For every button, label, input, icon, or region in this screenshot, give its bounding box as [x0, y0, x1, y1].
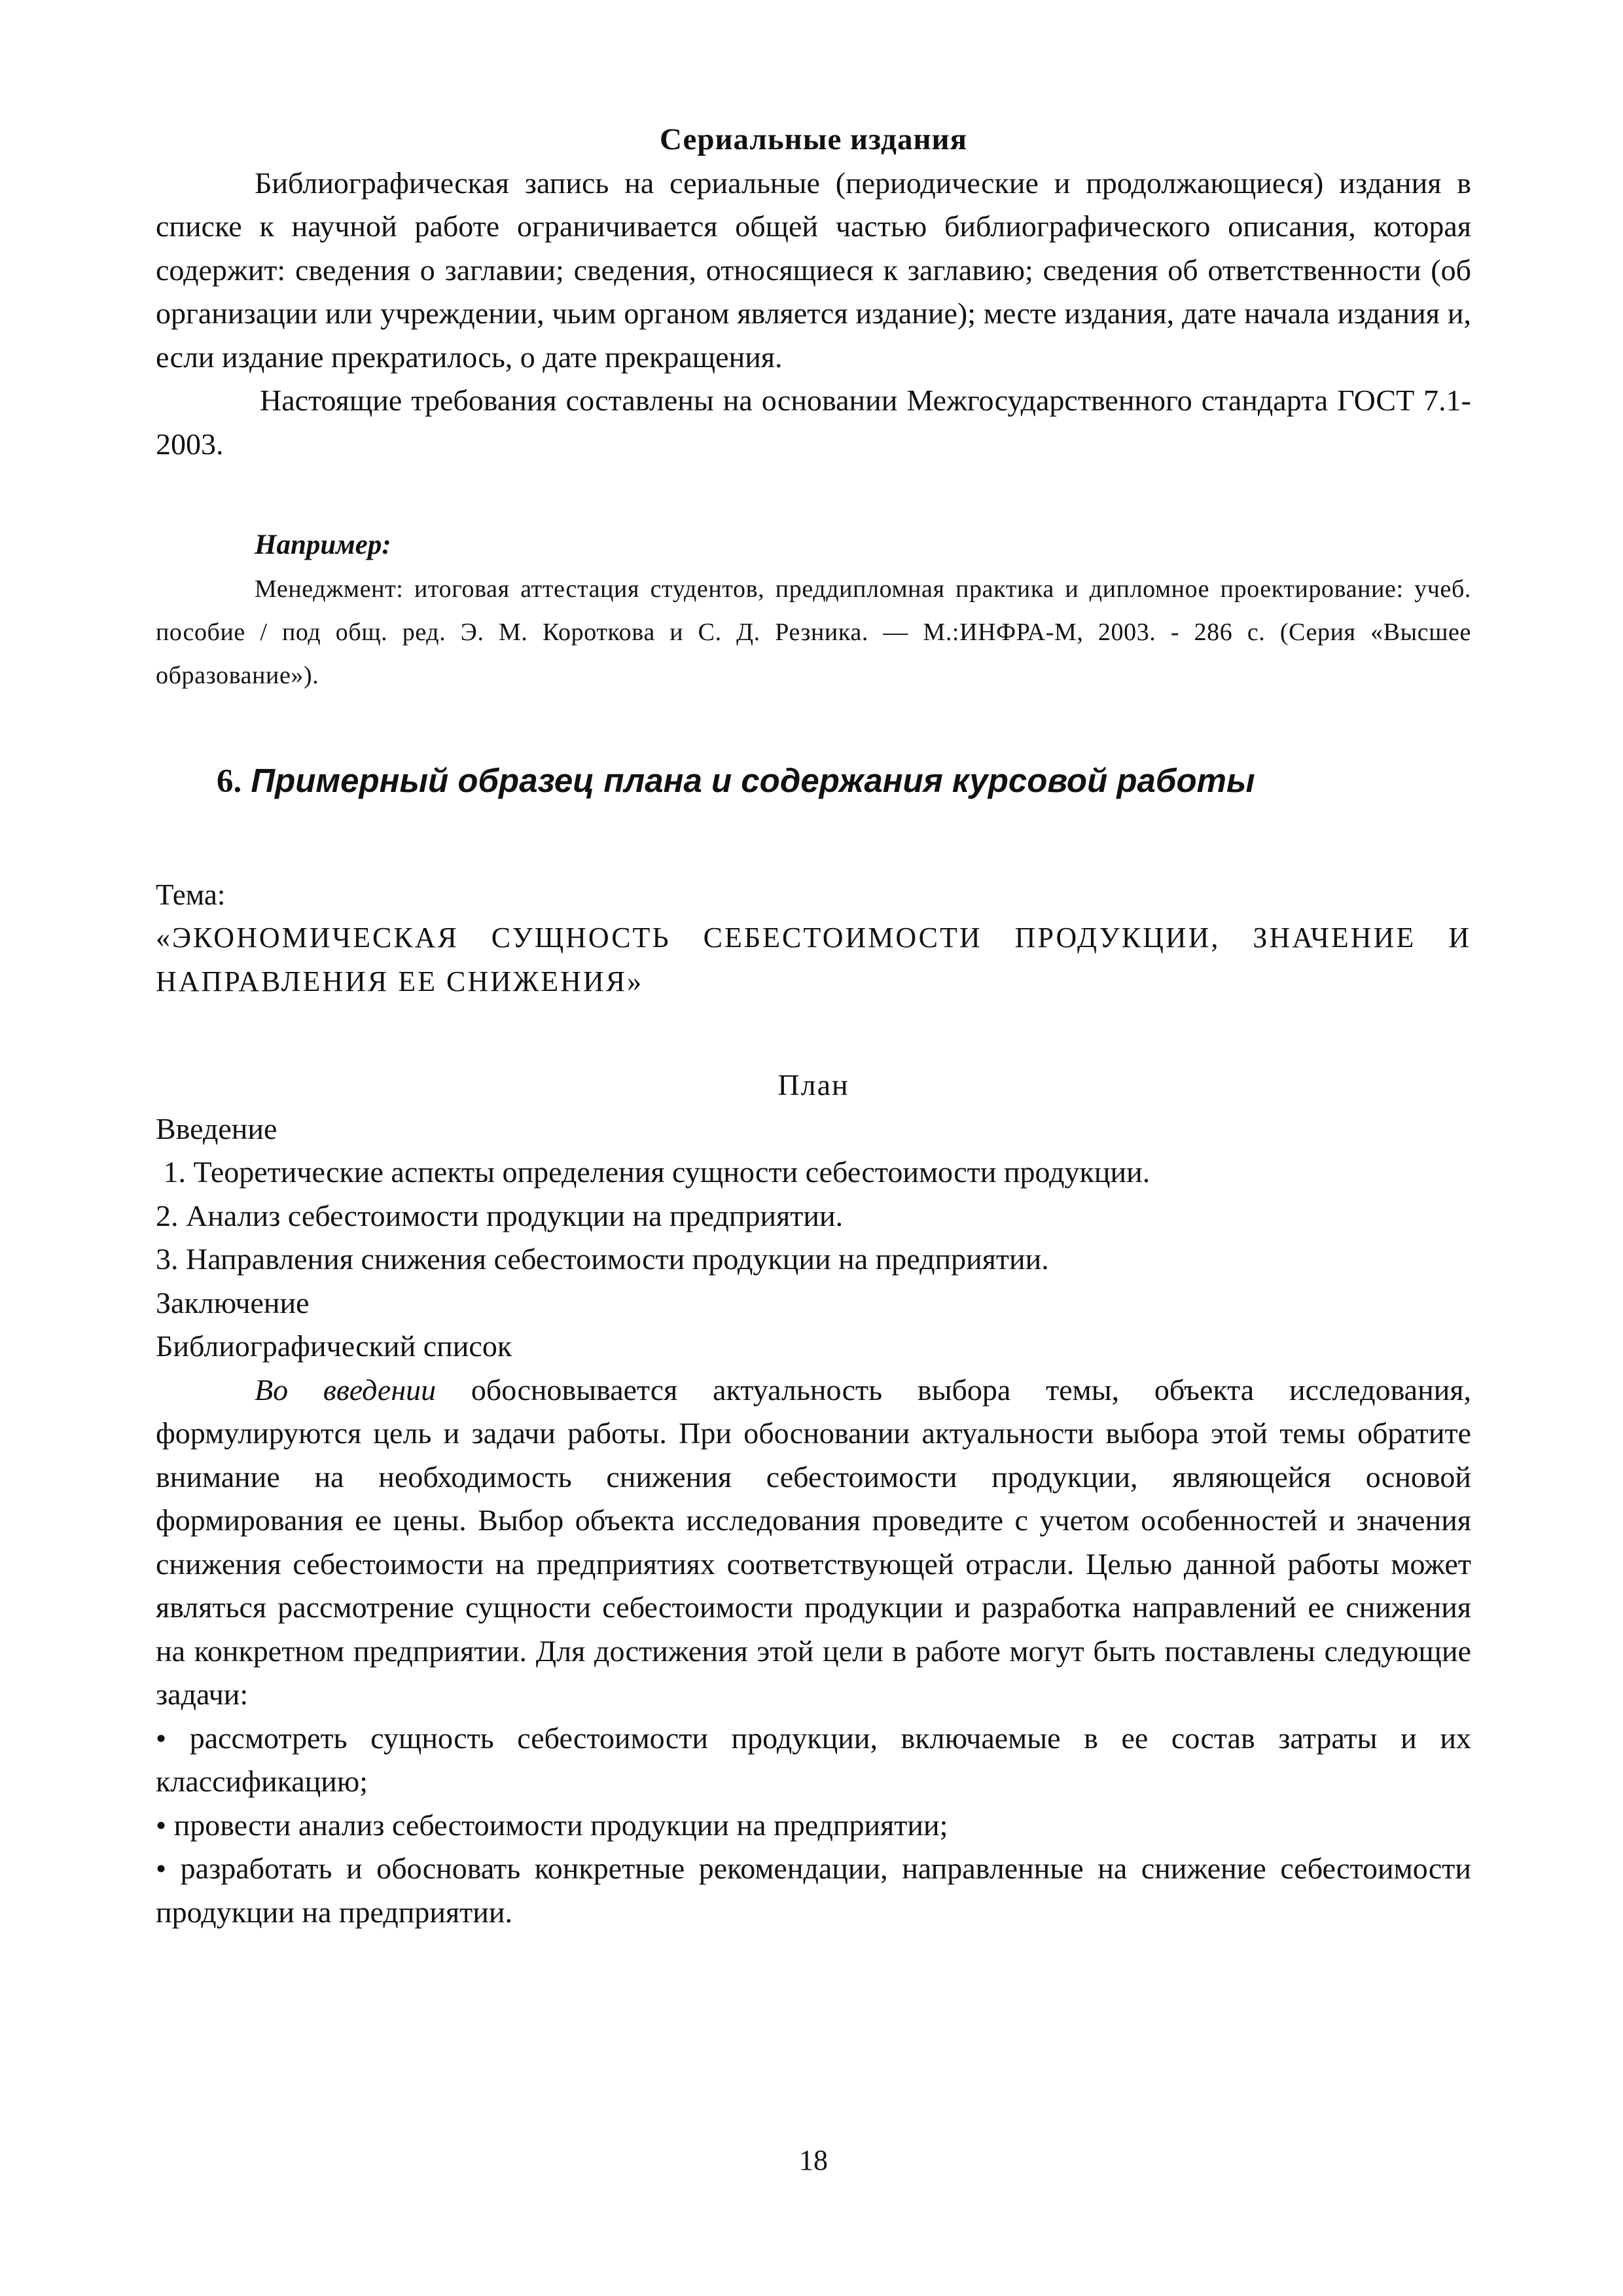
example-label: Например:	[255, 529, 391, 560]
plan-item: 1. Теоретические аспекты определения сущности себестоимости продукции.	[156, 1155, 1150, 1189]
task-item: • разработать и обосновать конкретные рекомендации, направленные на снижение себестоимости продукции на предприятии.	[156, 1852, 1471, 1929]
intro-lead: Во введении	[255, 1372, 437, 1407]
theme-text: «ЭКОНОМИЧЕСКАЯ СУЩНОСТЬ СЕБЕСТОИМОСТИ ПРОДУКЦИИ, ЗНАЧЕНИЕ И НАПРАВЛЕНИЯ ЕЕ СНИЖЕНИЯ»	[156, 922, 1471, 997]
page-number: 18	[799, 2144, 828, 2176]
plan-item: Введение	[156, 1111, 277, 1145]
chapter-heading	[217, 755, 1471, 808]
intro-text: обосновывается актуальность выбора темы, объекта исследования, формулируются цель и задачи работы. При обосновании актуальности выбора этой темы обратите внимание на необходимость снижения себестоимости продукции, являющейся основой формирования ее цены. Выбор объекта исследования проведите с учетом особенностей и значения снижения себестоимости на предприятиях соответствующей отрасли. Целью данной работы может являться рассмотрение сущности себестоимости продукции и разработка направлений ее снижения на конкретном предприятии. Для достижения этой цели в работе могут быть поставлены следующие задачи:	[156, 1372, 1471, 1711]
task-item: • провести анализ себестоимости продукции на предприятии;	[156, 1808, 948, 1842]
intro-paragraph	[156, 1369, 1471, 1717]
chapter-number: 6.	[217, 762, 242, 800]
example-citation: Менеджмент: итоговая аттестация студентов, преддипломная практика и дипломное проектирование: учеб. пособие / под общ. ред. Э. М. Короткова и С. Д. Резника. — М.:ИНФРА-М, 2003. - 286 с. (Серия «Высшее образование»).	[156, 575, 1471, 689]
chapter-title: Примерный образец плана и содержания курсовой работы	[251, 761, 1255, 799]
plan-item: 3. Направления снижения себестоимости продукции на предприятии.	[156, 1242, 1049, 1276]
gost-paragraph: Настоящие требования составлены на основании Межгосударственного стандарта ГОСТ 7.1-2003.	[156, 384, 1471, 461]
section-title: Сериальные издания	[659, 122, 968, 156]
plan-heading: План	[777, 1068, 849, 1102]
serial-paragraph: Библиографическая запись на сериальные (периодические и продолжающиеся) издания в списке к научной работе ограничивается общей частью библиографического описания, которая содержит: сведения о заглавии; сведения, относящиеся к заглавию; сведения об ответственности (об организации или учреждении, чьим органом является издание); месте издания, дате начала издания и, если издание прекратилось, о дате прекращения.	[156, 166, 1471, 374]
plan-item: Заключение	[156, 1285, 310, 1319]
plan-item: 2. Анализ себестоимости продукции на предприятии.	[156, 1198, 844, 1232]
plan-item: Библиографический список	[156, 1329, 512, 1363]
theme-label: Тема:	[156, 878, 226, 911]
document-page	[156, 118, 1471, 2265]
task-item: • рассмотреть сущность себестоимости продукции, включаемые в ее состав затраты и их классификацию;	[156, 1721, 1471, 1798]
